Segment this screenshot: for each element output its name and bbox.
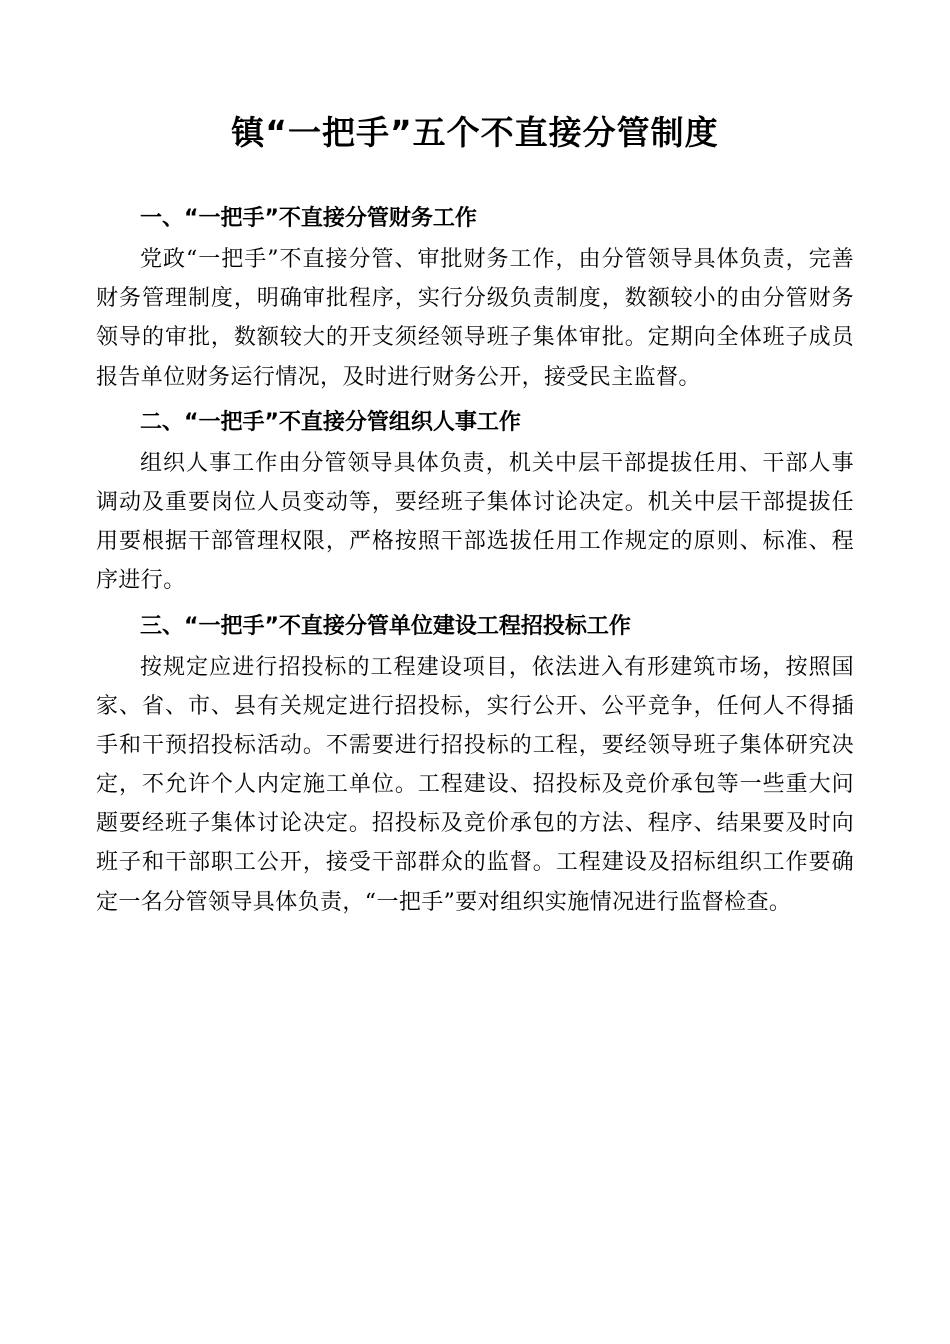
section-three xyxy=(96,609,854,922)
section-one-heading: 一、“一把手”不直接分管财务工作 xyxy=(140,205,477,231)
section-one-body: 党政“一把手”不直接分管、审批财务工作，由分管领导具体负责，完善财务管理制度，明确审批程序，实行分级负责制度，数额较小的由分管财务领导的审批，数额较大的开支须经领导班子集体审批。定期向全体班子成员报告单位财务运行情况，及时进行财务公开，接受民主监督。 xyxy=(96,247,854,390)
section-one xyxy=(96,201,854,397)
page-title: 镇“一把手”五个不直接分管制度 xyxy=(231,113,719,152)
section-three-heading: 三、“一把手”不直接分管单位建设工程招投标工作 xyxy=(140,613,631,639)
section-three-body: 按规定应进行招投标的工程建设项目，依法进入有形建筑市场，按照国家、省、市、县有关规定进行招投标，实行公开、公平竞争，任何人不得插手和干预招投标活动。不需要进行招投标的工程，要经领导班子集体研究决定，不允许个人内定施工单位。工程建设、招投标及竞价承包等一些重大问题要经班子集体讨论决定。招投标及竞价承包的方法、程序、结果要及时向班子和干部职工公开，接受干部群众的监督。工程建设及招标组织工作要确定一名分管领导具体负责，“一把手”要对组织实施情况进行监督检查。 xyxy=(96,654,854,915)
section-two-heading: 二、“一把手”不直接分管组织人事工作 xyxy=(140,409,521,435)
section-two-body: 组织人事工作由分管领导具体负责，机关中层干部提拔任用、干部人事调动及重要岗位人员变动等，要经班子集体讨论决定。机关中层干部提拔任用要根据干部管理权限，严格按照干部选拔任用工作规定的原则、标准、程序进行。 xyxy=(96,450,854,594)
section-two xyxy=(96,405,854,601)
